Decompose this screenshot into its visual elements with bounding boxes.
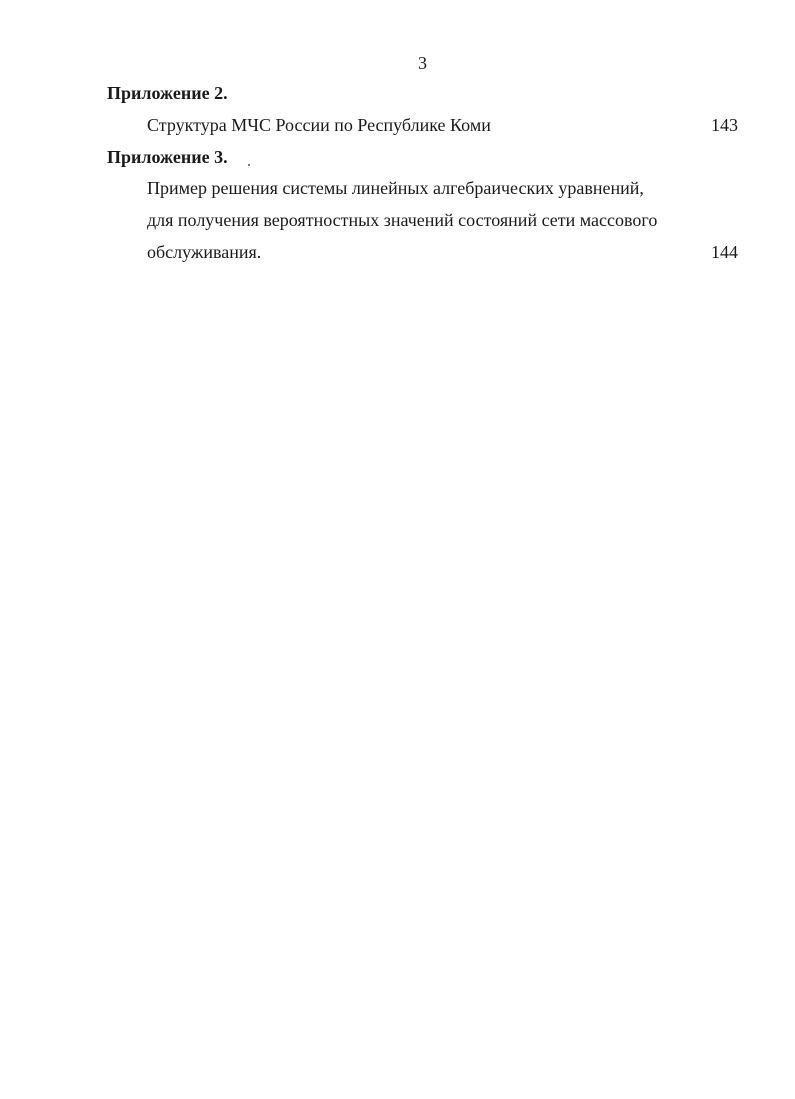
appendix-3-heading: Приложение 3. (107, 147, 228, 167)
scan-speck (248, 164, 250, 166)
appendix-2-title-line-1: Структура МЧС России по Республике Коми (147, 115, 491, 135)
appendix-3-title-line-2: для получения вероятностных значений состояний сети массового (147, 210, 658, 230)
appendix-2-page-number: 143 (711, 115, 738, 135)
appendix-3-title-line-1: Пример решения системы линейных алгебраических уравнений, (147, 178, 644, 198)
appendix-3-title-line-3: обслуживания. (147, 242, 262, 262)
appendix-3-page-number: 144 (711, 242, 738, 262)
page-number: 3 (418, 53, 427, 73)
appendix-2-heading: Приложение 2. (107, 83, 228, 103)
